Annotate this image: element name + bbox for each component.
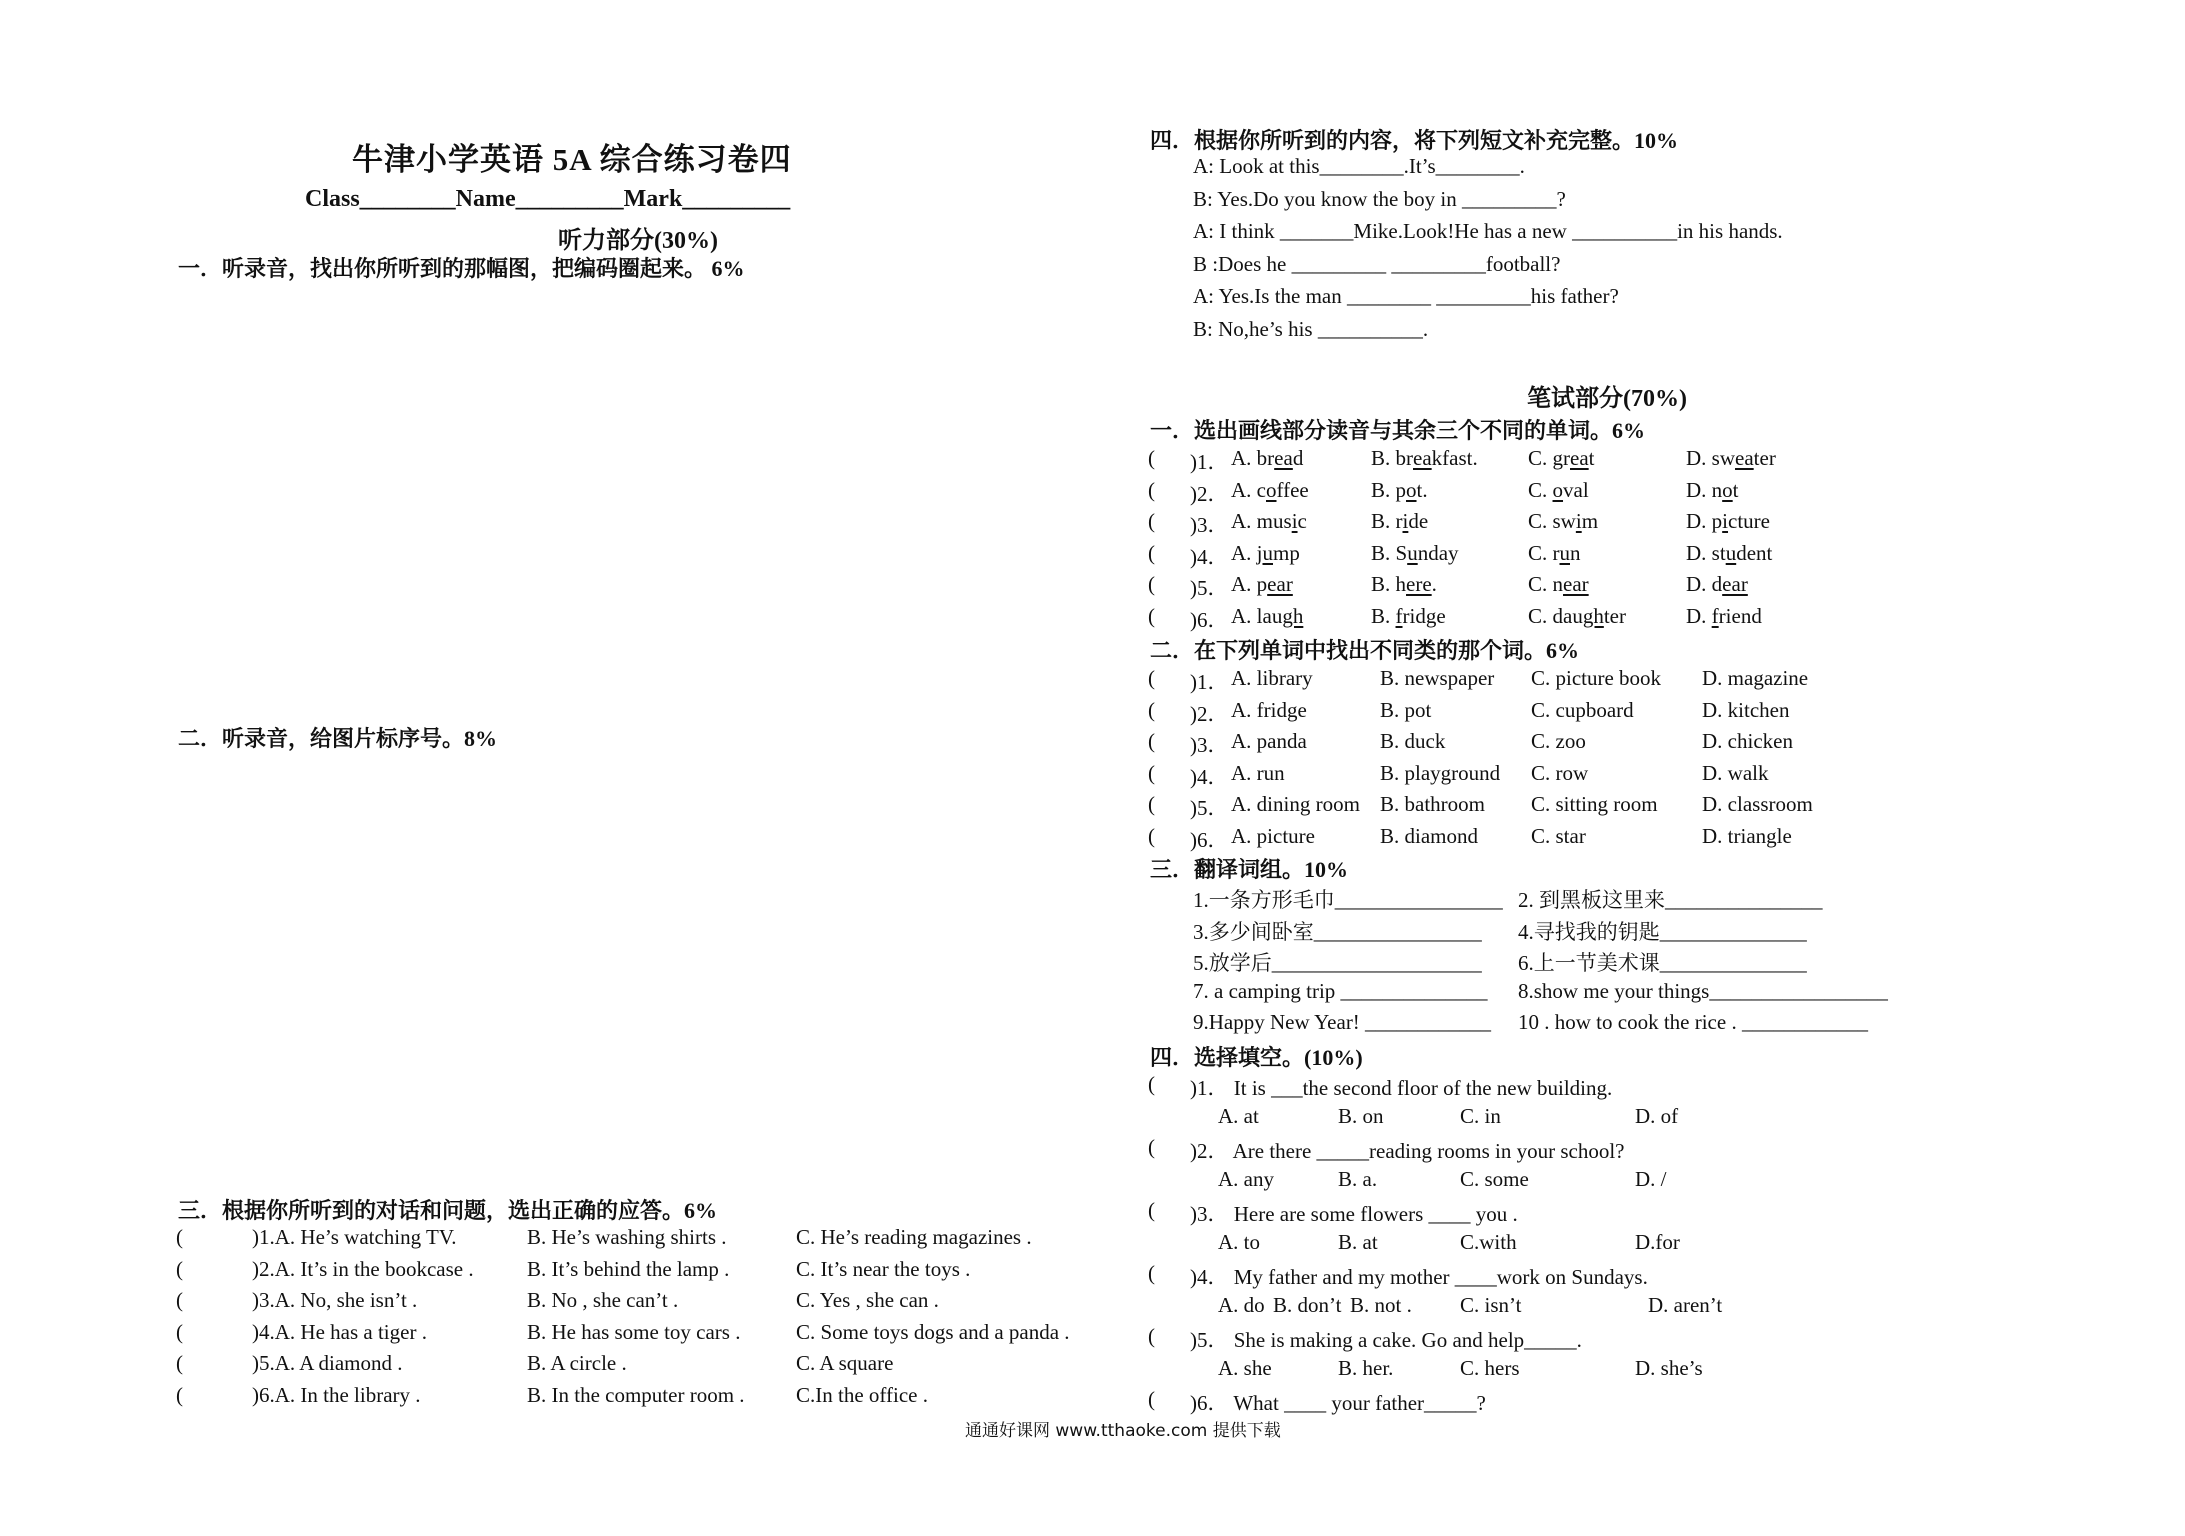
answer-paren: ( bbox=[1148, 1072, 1155, 1096]
word-prefix: B. p bbox=[1371, 477, 1407, 502]
listening-section-4: 四．根据你所听到的内容，将下列短文补充完整。10% bbox=[1150, 128, 1679, 153]
word-suffix: t bbox=[1588, 446, 1595, 470]
word-prefix: A. mus bbox=[1231, 509, 1292, 533]
underlined-letters: u bbox=[1262, 540, 1273, 565]
answer-option: C. It’s near the toys . bbox=[796, 1256, 971, 1281]
word-option bbox=[1528, 572, 1589, 597]
word-option: B. diamond bbox=[1380, 823, 1478, 848]
translation-item: 8.show me your things_________________ bbox=[1518, 978, 1888, 1003]
word-prefix: C. bbox=[1528, 477, 1553, 502]
word-option: B. duck bbox=[1380, 729, 1446, 753]
answer-paren: ( bbox=[176, 1351, 183, 1375]
item-number: )3． bbox=[1190, 513, 1229, 537]
word-suffix: riend bbox=[1718, 603, 1762, 628]
underlined-letters: ear bbox=[1563, 572, 1589, 596]
underlined-letters: i bbox=[1291, 509, 1298, 533]
answer-paren: ( bbox=[176, 1319, 183, 1344]
answer-paren: ( bbox=[1148, 572, 1155, 596]
question-text: )4． My father and my mother ____work on Sundays. bbox=[1190, 1265, 1648, 1289]
word-option: C. cupboard bbox=[1531, 697, 1634, 722]
underlined-letters: i bbox=[1722, 509, 1729, 533]
word-option: C. sitting room bbox=[1531, 792, 1658, 816]
word-option bbox=[1371, 572, 1437, 597]
answer-option: B. He has some toy cars . bbox=[527, 1319, 741, 1344]
word-prefix: A. c bbox=[1231, 477, 1266, 502]
option: B. on bbox=[1338, 1103, 1384, 1128]
question-text: )5． She is making a cake. Go and help_____. bbox=[1190, 1328, 1582, 1352]
word-option bbox=[1231, 446, 1303, 471]
option: B. not . bbox=[1350, 1292, 1412, 1317]
word-suffix: val bbox=[1563, 477, 1589, 502]
answer-paren: ( bbox=[1148, 446, 1155, 470]
passage-line: B :Does he _________ _________football? bbox=[1193, 251, 1561, 276]
word-prefix: A. br bbox=[1231, 446, 1275, 470]
underlined-letters: i bbox=[1402, 509, 1409, 533]
answer-option: B. In the computer room . bbox=[527, 1382, 745, 1407]
translation-list bbox=[1193, 884, 2093, 1044]
word-suffix: nday bbox=[1417, 540, 1459, 565]
word-option bbox=[1686, 478, 1739, 503]
answer-paren: ( bbox=[176, 1225, 183, 1249]
word-option bbox=[1528, 478, 1589, 503]
passage-line: A: I think _______Mike.Look!He has a new __________in his hands. bbox=[1193, 219, 1783, 243]
listening-section-3: 三．根据你所听到的对话和问题，选出正确的应答。6% bbox=[178, 1198, 718, 1223]
listening-section-1: 一．听录音，找出你所听到的那幅图，把编码圈起来。 6% bbox=[178, 256, 745, 281]
word-suffix: cture bbox=[1728, 509, 1770, 533]
listening-section-2: 二．听录音，给图片标序号。8% bbox=[178, 726, 498, 751]
passage-line: B: Yes.Do you know the boy in _________? bbox=[1193, 186, 1566, 211]
word-option bbox=[1686, 604, 1762, 629]
option: D. aren’t bbox=[1648, 1292, 1723, 1317]
word-prefix: D. sw bbox=[1686, 446, 1736, 470]
underlined-letters: f bbox=[1395, 603, 1403, 628]
underlined-letters: f bbox=[1711, 603, 1719, 628]
question-text: )3． Here are some flowers ____ you . bbox=[1190, 1202, 1518, 1226]
word-prefix: A. p bbox=[1231, 572, 1268, 596]
underlined-letters: o bbox=[1552, 477, 1564, 502]
word-option bbox=[1371, 541, 1459, 566]
word-prefix: B. br bbox=[1371, 446, 1413, 470]
answer-option: B. He’s washing shirts . bbox=[527, 1225, 727, 1249]
written-section-2: 二．在下列单词中找出不同类的那个词。6% bbox=[1150, 638, 1580, 663]
option: D. / bbox=[1635, 1166, 1667, 1191]
word-option bbox=[1231, 478, 1309, 503]
word-option bbox=[1231, 509, 1307, 534]
answer-paren: ( bbox=[1148, 1135, 1155, 1159]
word-option: C. star bbox=[1531, 823, 1586, 848]
item-number: )1． bbox=[1190, 450, 1229, 474]
word-prefix: C. gr bbox=[1528, 446, 1570, 470]
word-option bbox=[1371, 446, 1478, 471]
translation-item: 6.上一节美术课______________ bbox=[1518, 951, 1807, 975]
underlined-letters: u bbox=[1407, 540, 1418, 565]
word-option: B. bathroom bbox=[1380, 792, 1485, 816]
written-section-4: 四．选择填空。(10%) bbox=[1150, 1045, 1363, 1070]
word-prefix: A. lau bbox=[1231, 603, 1283, 628]
word-option: A. fridge bbox=[1231, 697, 1307, 722]
answer-paren: ( bbox=[1148, 1387, 1155, 1411]
option: B. at bbox=[1338, 1229, 1378, 1254]
word-suffix: . bbox=[1431, 572, 1437, 596]
word-option: A. run bbox=[1231, 760, 1285, 785]
answer-option: )3.A. No, she isn’t . bbox=[252, 1288, 418, 1312]
answer-option: C. Some toys dogs and a panda . bbox=[796, 1319, 1070, 1344]
answer-paren: ( bbox=[1148, 760, 1155, 785]
word-prefix: B. r bbox=[1371, 509, 1403, 533]
answer-paren: ( bbox=[1148, 540, 1155, 565]
translation-item: 9.Happy New Year! ____________ bbox=[1193, 1010, 1492, 1034]
underlined-letters: u bbox=[1559, 540, 1570, 565]
passage-line: A: Yes.Is the man ________ _________his father? bbox=[1193, 284, 1619, 308]
word-suffix: d bbox=[1292, 446, 1304, 470]
answer-paren: ( bbox=[1148, 477, 1155, 502]
answer-option: B. It’s behind the lamp . bbox=[527, 1256, 730, 1281]
word-option: A. library bbox=[1231, 666, 1313, 690]
answer-option: )6.A. In the library . bbox=[252, 1382, 421, 1407]
word-option bbox=[1686, 446, 1776, 471]
word-prefix: D. p bbox=[1686, 509, 1723, 533]
word-option bbox=[1231, 572, 1293, 597]
word-prefix: D. bbox=[1686, 603, 1712, 628]
underlined-letters: o bbox=[1266, 477, 1277, 502]
item-number: )6． bbox=[1190, 827, 1229, 852]
item-number: )5． bbox=[1190, 796, 1229, 820]
word-suffix: m bbox=[1581, 509, 1599, 533]
answer-option: C. A square bbox=[796, 1351, 894, 1375]
option: D. she’s bbox=[1635, 1355, 1703, 1380]
underlined-letters: ear bbox=[1267, 572, 1293, 596]
option: D. of bbox=[1635, 1103, 1679, 1128]
option: A. she bbox=[1218, 1355, 1272, 1380]
word-prefix: D. n bbox=[1686, 477, 1723, 502]
answer-option: )5.A. A diamond . bbox=[252, 1351, 403, 1375]
passage-line: A: Look at this________.It’s________. bbox=[1193, 154, 1525, 178]
word-option: B. playground bbox=[1380, 760, 1501, 785]
word-option: A. panda bbox=[1231, 729, 1307, 753]
option: C.with bbox=[1460, 1229, 1517, 1254]
answer-paren: ( bbox=[1148, 1324, 1155, 1348]
answer-option: )1.A. He’s watching TV. bbox=[252, 1225, 457, 1249]
item-number: )2． bbox=[1190, 701, 1229, 726]
answer-option: C. He’s reading magazines . bbox=[796, 1225, 1032, 1249]
underlined-letters: gh bbox=[1282, 603, 1304, 628]
item-number: )5． bbox=[1190, 576, 1229, 600]
answer-option: C. Yes , she can . bbox=[796, 1288, 939, 1312]
word-prefix: B. bbox=[1371, 603, 1396, 628]
translation-item: 5.放学后____________________ bbox=[1193, 951, 1482, 975]
underlined-letters: u bbox=[1725, 540, 1737, 565]
word-prefix: D. st bbox=[1686, 540, 1726, 565]
word-option bbox=[1371, 604, 1446, 629]
answer-paren: ( bbox=[1148, 1261, 1155, 1285]
translation-item: 10 . how to cook the rice . ____________ bbox=[1518, 1010, 1868, 1034]
word-option bbox=[1686, 541, 1772, 566]
written-section-3: 三．翻译词组。10% bbox=[1150, 857, 1349, 882]
underlined-letters: o bbox=[1406, 477, 1417, 502]
translation-item: 2. 到黑板这里来_______________ bbox=[1518, 888, 1823, 912]
answer-paren: ( bbox=[176, 1256, 183, 1281]
option: D.for bbox=[1635, 1229, 1680, 1254]
item-number: )2． bbox=[1190, 481, 1229, 506]
underlined-letters: ea bbox=[1274, 446, 1293, 470]
word-prefix: C. n bbox=[1528, 572, 1564, 596]
underlined-letters: gh bbox=[1582, 603, 1604, 628]
footer-credit: 通通好课网 www.tthaoke.com 提供下载 bbox=[965, 1421, 1281, 1441]
word-option: D. kitchen bbox=[1702, 697, 1790, 722]
listening-section-4-passage bbox=[1193, 154, 2093, 354]
question-text: )6． What ____ your father_____? bbox=[1190, 1391, 1486, 1415]
odd-word-out-list bbox=[1148, 666, 2048, 856]
word-option bbox=[1528, 541, 1581, 566]
word-suffix: ter bbox=[1753, 446, 1776, 470]
word-prefix: B. S bbox=[1371, 540, 1408, 565]
item-number: )1． bbox=[1190, 670, 1229, 694]
translation-item: 7. a camping trip ______________ bbox=[1193, 978, 1488, 1003]
answer-paren: ( bbox=[1148, 729, 1155, 753]
answer-paren: ( bbox=[176, 1288, 183, 1312]
word-prefix: C. r bbox=[1528, 540, 1560, 565]
word-prefix: D. d bbox=[1686, 572, 1723, 596]
word-suffix: t bbox=[1732, 477, 1739, 502]
class-name-mark-line: Class________Name_________Mark_________ bbox=[305, 186, 791, 212]
answer-paren: ( bbox=[176, 1382, 183, 1407]
option: B. her. bbox=[1338, 1355, 1394, 1380]
word-prefix: A. j bbox=[1231, 540, 1263, 565]
item-number: )4． bbox=[1190, 544, 1229, 569]
underlined-letters: ear bbox=[1722, 572, 1748, 596]
answer-option: C.In the office . bbox=[796, 1382, 928, 1407]
option: B. a. bbox=[1338, 1166, 1378, 1191]
word-suffix: t. bbox=[1416, 477, 1428, 502]
word-option: C. zoo bbox=[1531, 729, 1586, 753]
word-suffix: ffee bbox=[1276, 477, 1309, 502]
multiple-choice-list bbox=[1148, 1072, 2048, 1432]
underlined-letters: o bbox=[1722, 477, 1733, 502]
passage-line: B: No,he’s his __________. bbox=[1193, 316, 1429, 341]
translation-item: 1.一条方形毛巾________________ bbox=[1193, 888, 1503, 912]
word-option bbox=[1528, 604, 1626, 629]
word-option bbox=[1528, 509, 1598, 534]
word-suffix: dent bbox=[1736, 540, 1773, 565]
word-option: B. pot bbox=[1380, 697, 1432, 722]
page-title: 牛津小学英语 5A 综合练习卷四 bbox=[352, 142, 792, 177]
word-suffix: ridge bbox=[1402, 603, 1446, 628]
option: A. do bbox=[1218, 1292, 1265, 1317]
translation-item: 4.寻找我的钥匙______________ bbox=[1518, 919, 1807, 944]
option: C. hers bbox=[1460, 1355, 1520, 1380]
word-option: D. classroom bbox=[1702, 792, 1813, 816]
word-option bbox=[1371, 509, 1428, 534]
item-number: )6． bbox=[1190, 607, 1229, 632]
underlined-letters: ea bbox=[1413, 446, 1432, 470]
listening-part-title: 听力部分(30%) bbox=[558, 228, 718, 254]
answer-option: )4.A. He has a tiger . bbox=[252, 1319, 427, 1344]
question-text: )1． It is ___the second floor of the new building. bbox=[1190, 1076, 1613, 1100]
word-option bbox=[1686, 572, 1748, 597]
underlined-letters: ea bbox=[1570, 446, 1589, 470]
option: A. at bbox=[1218, 1103, 1259, 1128]
written-section-1: 一．选出画线部分读音与其余三个不同的单词。6% bbox=[1150, 418, 1646, 443]
underlined-letters: ea bbox=[1735, 446, 1754, 470]
word-option: A. dining room bbox=[1231, 792, 1360, 816]
word-option: C. picture book bbox=[1531, 666, 1662, 690]
answer-option: )2.A. It’s in the bookcase . bbox=[252, 1256, 474, 1281]
item-number: )4． bbox=[1190, 764, 1229, 789]
option: C. in bbox=[1460, 1103, 1501, 1128]
word-option bbox=[1231, 604, 1303, 629]
word-suffix: mp bbox=[1273, 540, 1300, 565]
word-option: D. magazine bbox=[1702, 666, 1809, 690]
answer-paren: ( bbox=[1148, 823, 1155, 848]
answer-paren: ( bbox=[1148, 792, 1155, 816]
answer-paren: ( bbox=[1148, 509, 1155, 533]
answer-paren: ( bbox=[1148, 1198, 1155, 1222]
word-option: A. picture bbox=[1231, 823, 1315, 848]
underlined-letters: i bbox=[1575, 509, 1582, 533]
word-option: C. row bbox=[1531, 760, 1589, 785]
pronunciation-list bbox=[1148, 446, 2048, 636]
word-suffix: n bbox=[1570, 540, 1581, 565]
option: C. some bbox=[1460, 1166, 1529, 1191]
word-option bbox=[1686, 509, 1770, 534]
question-text: )2． Are there _____reading rooms in your school? bbox=[1190, 1139, 1625, 1163]
option: A. any bbox=[1218, 1166, 1274, 1191]
word-option bbox=[1231, 541, 1300, 566]
underlined-letters: ere bbox=[1406, 572, 1432, 596]
word-suffix: ter bbox=[1603, 603, 1626, 628]
word-suffix: c bbox=[1297, 509, 1307, 533]
word-prefix: C. sw bbox=[1528, 509, 1576, 533]
answer-paren: ( bbox=[1148, 666, 1155, 690]
option: C. isn’t bbox=[1460, 1292, 1522, 1317]
answer-option: B. A circle . bbox=[527, 1351, 627, 1375]
option: A. to bbox=[1218, 1229, 1260, 1254]
answer-option: B. No , she can’t . bbox=[527, 1288, 679, 1312]
item-number: )3． bbox=[1190, 733, 1229, 757]
word-suffix: de bbox=[1408, 509, 1429, 533]
option: B. don’t bbox=[1273, 1292, 1342, 1317]
word-option: D. triangle bbox=[1702, 823, 1792, 848]
word-option bbox=[1371, 478, 1428, 503]
listening-section-3-list bbox=[176, 1225, 1096, 1425]
word-option: D. chicken bbox=[1702, 729, 1793, 753]
word-prefix: C. dau bbox=[1528, 603, 1583, 628]
word-option bbox=[1528, 446, 1595, 471]
word-option: D. walk bbox=[1702, 760, 1769, 785]
word-prefix: B. h bbox=[1371, 572, 1407, 596]
answer-paren: ( bbox=[1148, 697, 1155, 722]
word-suffix: kfast. bbox=[1431, 446, 1478, 470]
written-part-title: 笔试部分(70%) bbox=[1527, 386, 1687, 412]
answer-paren: ( bbox=[1148, 603, 1155, 628]
word-option: B. newspaper bbox=[1380, 666, 1495, 690]
translation-item: 3.多少间卧室________________ bbox=[1193, 919, 1482, 944]
